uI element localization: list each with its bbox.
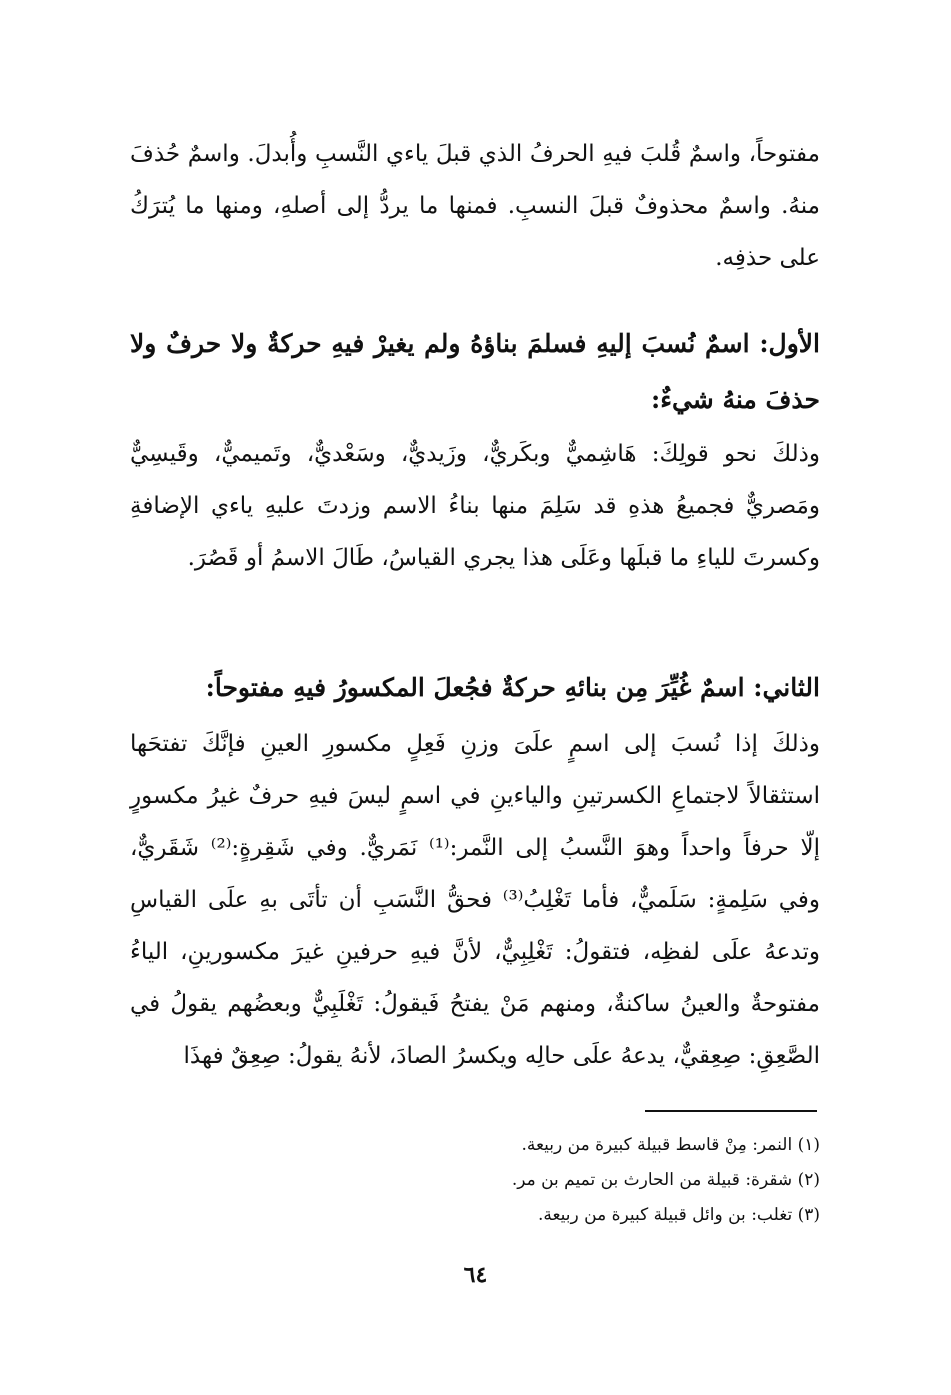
page-number: ٦٤ [463, 1262, 488, 1288]
footnote-2: (٢) شقرة: قبيلة من الحارث بن تميم بن مر. [511, 1170, 820, 1190]
footnote-1: (١) النمر: مِنْ قاسط قبيلة كبيرة من ربيعة. [521, 1135, 820, 1155]
footnotes [300, 1128, 820, 1233]
section-heading-first: الأول: اسمٌ نُسبَ إليهِ فسلمَ بناؤهُ ولم يغيرْ فيهِ حركةٌ ولا حرفٌ ولا حذفَ منهُ شيءٌ: [130, 329, 820, 414]
footnote-divider [645, 1110, 817, 1112]
footnote-3: (٣) تغلب: بن وائل قبيلة كبيرة من ربيعة. [537, 1205, 820, 1225]
intro-paragraph: مفتوحاً، واسمٌ قُلبَ فيهِ الحرفُ الذي قبلَ ياءي النَّسبِ وأُبدلَ. واسمٌ حُذفَ منهُ. واسمٌ محذوفٌ قبلَ النسبِ. فمنها ما يردُّ إلى أصلهِ، ومنها ما يُترَكُ على حذفِه. [130, 141, 820, 271]
paragraph-first: وذلكَ نحو قولِكَ: هَاشِميٌّ وبكَريٌّ، وزَيديٌّ، وسَعْديٌّ، وتَميميٌّ، وقَيسِيٌّ ومَصريٌّ فجميعُ هذهِ قد سَلِمَ منها بناءُ الاسم وزدتَ عليهِ ياءي الإضافةِ وكسرتَ للياءِ ما قبلَها وعَلَى هذا يجري القياسُ، طَالَ الاسمُ أو قَصُرَ. [130, 441, 820, 571]
paragraph-second: وذلكَ إذا نُسبَ إلى اسمٍ علَىَ وزنِ فَعِلٍ مكسورِ العينِ فإنَّكَ تفتحَها استثقالاً لاجتماعِ الكسرتينِ والياءينِ في اسمٍ ليسَ فيهِ حرفٌ غيرُ مكسورٍ إلّا حرفاً واحداً وهوَ النَّسبُ إلى النَّمر:⁽¹⁾ نَمَريٌّ. وفي شَقِرةٍ:⁽²⁾ شَقَريٌّ، وفي سَلِمةٍ: سَلَميٌّ، فأما تَغْلِبُ⁽³⁾ فحقُّ النَّسَبِ أن تأتَى بهِ علَى القياسِ وتدعهُ علَى لفظِه، فتقولُ: تَغْلِبِيٌّ، لأنَّ فيهِ حرفينِ غيرَ مكسورينِ، الياءُ مفتوحةٌ والعينُ ساكنةٌ، ومنهم مَنْ يفتحُ فَيقولُ: تَغْلَبِيٌّ وبعضُهم يقولُ في الصَّعِقِ: صِعِقيٌّ، يدعهُ علَى حالِه ويكسرُ الصادَ، لأنهُ يقولُ: صِعِقٌ فهذَا [130, 731, 821, 1069]
section-heading-second: الثاني: اسمٌ غُيِّرَ مِن بنائهِ حركةٌ فجُعلَ المكسورُ فيهِ مفتوحاً: [205, 673, 820, 702]
